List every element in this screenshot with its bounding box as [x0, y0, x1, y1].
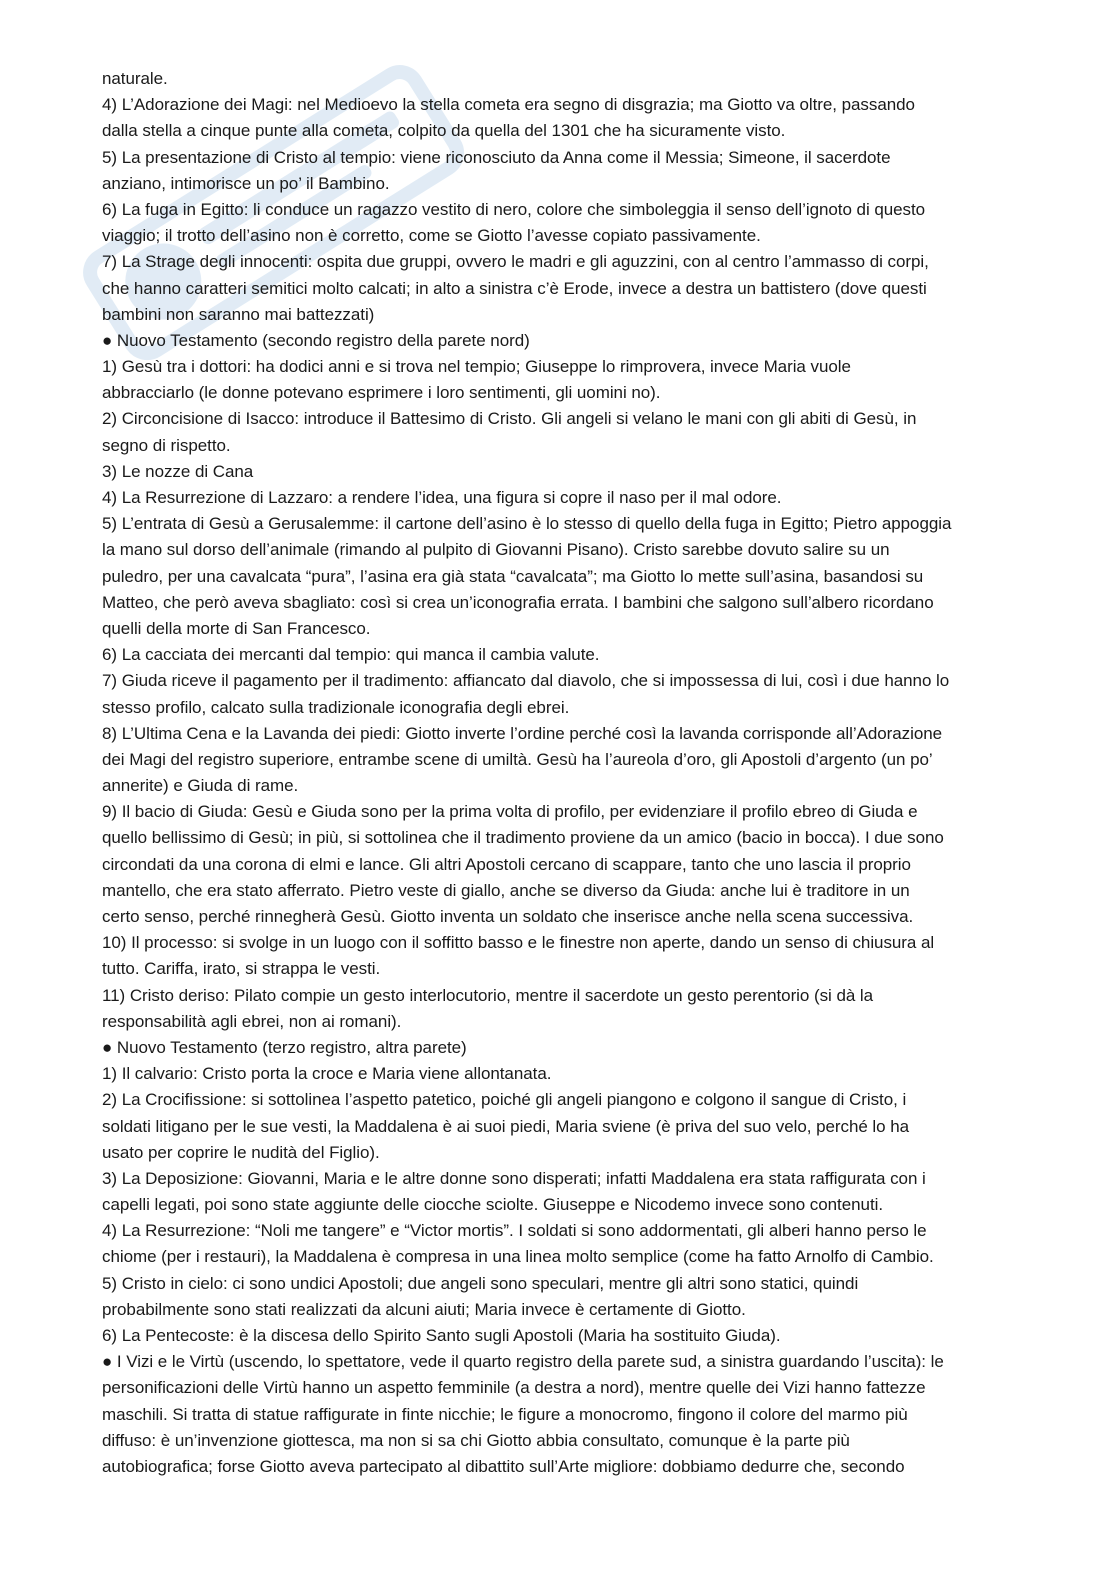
- text-line: puledro, per una cavalcata “pura”, l’asina era già stata “cavalcata”; ma Giotto lo mette sull’asina, basandosi su: [102, 566, 924, 586]
- text-line: 6) La Pentecoste: è la discesa dello Spirito Santo sugli Apostoli (Maria ha sostituito Giuda).: [102, 1326, 781, 1345]
- text-line: personificazioni delle Virtù hanno un aspetto femminile (a destra a nord), mentre quelle dei Vizi hanno fattezze: [102, 1378, 926, 1398]
- text-line: 6) La fuga in Egitto: li conduce un ragazzo vestito di nero, colore che simboleggia il senso dell’ignoto di questo: [102, 199, 926, 219]
- text-line: stesso profilo, calcato sulla tradizionale iconografia degli ebrei.: [102, 697, 570, 717]
- text-line: certo senso, perché rinnegherà Gesù. Giotto inventa un soldato che inserisce anche nella scena successiva.: [102, 907, 914, 926]
- text-line: 1) Gesù tra i dottori: ha dodici anni e si trova nel tempio; Giuseppe lo rimprovera, invece Maria vuole: [102, 357, 851, 377]
- text-line: soldati litigano per le sue vesti, la Maddalena è ai suoi piedi, Maria sviene (è priva del suo velo, perché lo ha: [102, 1116, 910, 1136]
- text-line: ● I Vizi e le Virtù (uscendo, lo spettatore, vede il quarto registro della parete sud, a sinistra guardando l’uscita): le: [102, 1352, 944, 1372]
- text-line: capelli legati, poi sono state aggiunte delle ciocche sciolte. Giuseppe e Nicodemo invece sono contenuti.: [102, 1195, 884, 1215]
- text-line: quelli della morte di San Francesco.: [102, 618, 371, 638]
- text-line: 7) Giuda riceve il pagamento per il tradimento: affiancato dal diavolo, che si impossessa di lui, così i due hanno lo: [102, 671, 950, 691]
- text-line: 7) La Strage degli innocenti: ospita due gruppi, ovvero le madri e gli aguzzini, con al centro l’ammasso di corpi,: [102, 252, 929, 272]
- text-line: 6) La cacciata dei mercanti dal tempio: qui manca il cambia valute.: [102, 645, 600, 665]
- text-line: circondati da una corona di elmi e lance. Gli altri Apostoli cercano di scappare, tanto che uno lascia il proprio: [102, 854, 911, 874]
- text-line: bambini non saranno mai battezzati): [102, 304, 375, 324]
- text-line: 4) La Resurrezione: “Noli me tangere” e “Victor mortis”. I soldati si sono addormentati, gli alberi hanno perso le: [102, 1221, 927, 1241]
- text-line: dalla stella a cinque punte alla cometa, colpito da quella del 1301 che ha sicuramente visto.: [102, 121, 786, 141]
- text-line: 8) L’Ultima Cena e la Lavanda dei piedi: Giotto inverte l’ordine perché così la lavanda corrisponde all’Adorazione: [102, 723, 943, 743]
- text-line: Matteo, che però aveva sbagliato: così si crea un’iconografia errata. I bambini che salgono sull’albero ricordano: [102, 592, 934, 612]
- text-line: 4) La Resurrezione di Lazzaro: a rendere l’idea, una figura si copre il naso per il mal odore.: [102, 488, 782, 507]
- text-line: 2) Circoncisione di Isacco: introduce il Battesimo di Cristo. Gli angeli si velano le mani con gli abiti di Gesù, in: [102, 409, 917, 429]
- text-line: che hanno caratteri semitici molto calcati; in alto a sinistra c’è Erode, invece a destra un battistero (dove questi: [102, 278, 927, 298]
- text-line: 3) Le nozze di Cana: [102, 461, 254, 481]
- text-line: responsabilità agli ebrei, non ai romani).: [102, 1011, 402, 1031]
- text-line: tutto. Cariffa, irato, si strappa le vesti.: [102, 959, 381, 979]
- text-line: 11) Cristo deriso: Pilato compie un gesto interlocutorio, mentre il sacerdote un gesto perentorio (si dà la: [102, 985, 874, 1005]
- text-line: ● Nuovo Testamento (terzo registro, altra parete): [102, 1037, 467, 1057]
- text-line: 10) Il processo: si svolge in un luogo con il soffitto basso e le finestre non aperte, dando un senso di chiusura al: [102, 933, 935, 953]
- text-line: la mano sul dorso dell’animale (rimando al pulpito di Giovanni Pisano). Cristo sarebbe dovuto salire su un: [102, 540, 890, 560]
- text-line: 4) L’Adorazione dei Magi: nel Medioevo la stella cometa era segno di disgrazia; ma Giotto va oltre, passando: [102, 95, 915, 115]
- document-body: [102, 66, 1047, 1480]
- text-line: maschili. Si tratta di statue raffigurate in finte nicchie; le figure a monocromo, fingono il colore del marmo più: [102, 1404, 908, 1424]
- text-line: abbracciarlo (le donne potevano esprimere i loro sentimenti, gli uomini no).: [102, 383, 661, 403]
- text-line: 5) Cristo in cielo: ci sono undici Apostoli; due angeli sono speculari, mentre gli altri sono statici, quindi: [102, 1273, 859, 1293]
- text-line: viaggio; il trotto dell’asino non è corretto, come se Giotto l’avesse copiato passivamente.: [102, 226, 761, 246]
- text-line: mantello, che era stato afferrato. Pietro veste di giallo, anche se diverso da Giuda: anche lui è traditore in un: [102, 880, 910, 900]
- text-line: annerite) e Giuda di rame.: [102, 776, 299, 796]
- text-line: probabilmente sono stati realizzati da alcuni aiuti; Maria invece è certamente di Giotto.: [102, 1299, 746, 1319]
- text-line: usato per coprire le nudità del Figlio).: [102, 1142, 380, 1162]
- text-line: 9) Il bacio di Giuda: Gesù e Giuda sono per la prima volta di profilo, per evidenziare il profilo ebreo di Giuda e: [102, 802, 918, 822]
- text-line: autobiografica; forse Giotto aveva partecipato al dibattito sull’Arte migliore: dobbiamo dedurre che, secondo: [102, 1456, 905, 1476]
- text-line: diffuso: è un’invenzione giottesca, ma non si sa chi Giotto abbia consultato, comunque è la parte più: [102, 1430, 850, 1450]
- text-line: ● Nuovo Testamento (secondo registro della parete nord): [102, 330, 530, 350]
- text-line: 5) L’entrata di Gesù a Gerusalemme: il cartone dell’asino è lo stesso di quello della fuga in Egitto; Pietro appoggia: [102, 514, 952, 534]
- text-line: dei Magi del registro superiore, entrambe scene di umiltà. Gesù ha l’aureola d’oro, gli Apostoli d’argento (un po’: [102, 749, 933, 769]
- text-line: 2) La Crocifissione: si sottolinea l’aspetto patetico, poiché gli angeli piangono e colgono il sangue di Cristo, i: [102, 1090, 907, 1110]
- text-line: 1) Il calvario: Cristo porta la croce e Maria viene allontanata.: [102, 1064, 552, 1084]
- text-line: 3) La Deposizione: Giovanni, Maria e le altre donne sono disperati; infatti Maddalena era stata raffigurata con i: [102, 1168, 926, 1188]
- text-line: segno di rispetto.: [102, 435, 231, 455]
- text-line: quello bellissimo di Gesù; in più, si sottolinea che il tradimento proviene da un amico (bacio in bocca). I due sono: [102, 828, 944, 848]
- text-line: 5) La presentazione di Cristo al tempio: viene riconosciuto da Anna come il Messia; Simeone, il sacerdote: [102, 147, 891, 167]
- text-line: anziano, intimorisce un po’ il Bambino.: [102, 173, 390, 193]
- text-line: naturale.: [102, 69, 168, 88]
- text-line: chiome (per i restauri), la Maddalena è compresa in una linea molto semplice (come ha fatto Arnolfo di Cambio.: [102, 1247, 934, 1267]
